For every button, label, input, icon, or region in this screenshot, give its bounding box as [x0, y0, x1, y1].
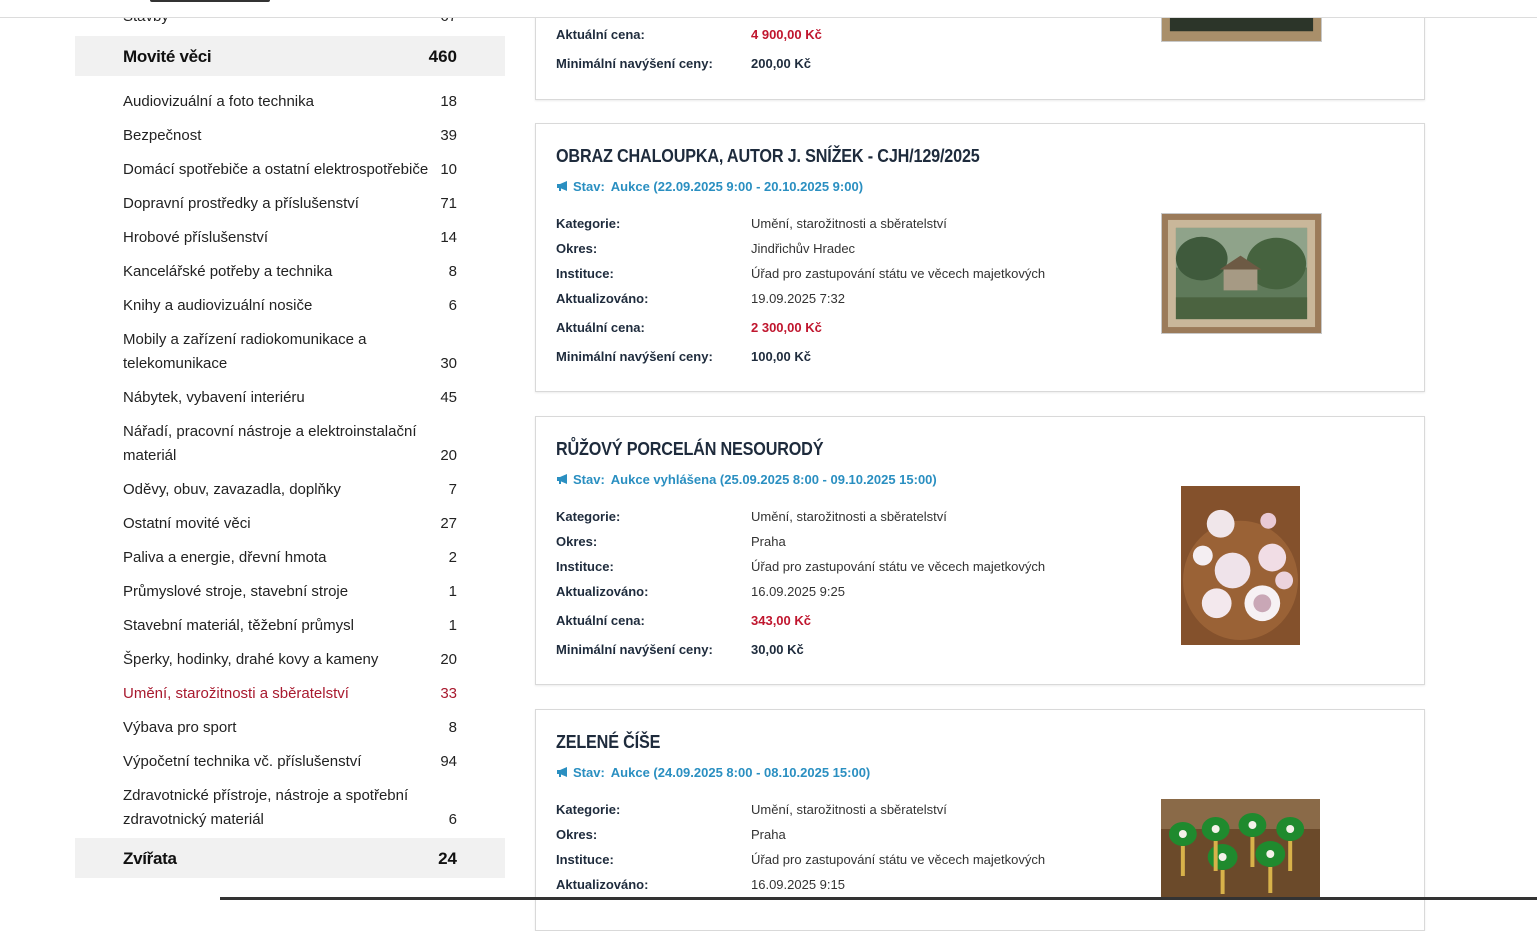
- sidebar-item-count: 18: [440, 93, 457, 110]
- sidebar-item-label: Domácí spotřebiče a ostatní elektrospotřebiče: [123, 161, 429, 178]
- top-header-strip: [0, 0, 1537, 18]
- institution-label: Instituce:: [556, 559, 614, 574]
- sidebar-item-naradi[interactable]: [75, 420, 505, 468]
- increment-label: Minimální navýšení ceny:: [556, 56, 713, 71]
- sidebar-item-count: 14: [440, 229, 457, 246]
- category-value: Umění, starožitnosti a sběratelství: [751, 216, 947, 231]
- status-label: Stav:: [573, 765, 605, 780]
- auction-status: [556, 472, 937, 487]
- sidebar-item-count: 1: [448, 617, 457, 634]
- sidebar-item-label: Paliva a energie, dřevní hmota: [123, 549, 327, 566]
- updated-label: Aktualizováno:: [556, 291, 649, 306]
- sidebar-item-label: Zdravotnické přístroje, nástroje a spotřební zdravotnický materiál: [123, 787, 409, 828]
- sidebar-item-label: Šperky, hodinky, drahé kovy a kameny: [123, 651, 379, 668]
- current-price: 2 300,00 Kč: [751, 320, 822, 335]
- sidebar-item-label: Knihy a audiovizuální nosiče: [123, 297, 313, 314]
- sidebar-section-movite-veci[interactable]: [75, 36, 505, 76]
- sidebar-item-label: Dopravní prostředky a příslušenství: [123, 195, 359, 212]
- sidebar-item-label: Hrobové příslušenství: [123, 229, 269, 246]
- sidebar-item-count: 27: [440, 515, 457, 532]
- sidebar-item-count: 7: [448, 481, 457, 498]
- category-label: Kategorie:: [556, 509, 621, 524]
- megaphone-icon: [556, 766, 570, 778]
- sidebar-item-count: 1: [448, 583, 457, 600]
- sidebar-item-count: 71: [440, 195, 457, 212]
- sidebar-item-label: Umění, starožitnosti a sběratelství: [123, 685, 349, 702]
- sidebar-item-count: 94: [440, 753, 457, 770]
- sidebar-item-count: 10: [440, 161, 457, 178]
- sidebar-item-count: 30: [440, 355, 457, 372]
- sidebar-section-zvirata[interactable]: [75, 838, 505, 878]
- district-label: Okres:: [556, 534, 598, 549]
- sidebar-item-label: Nářadí, pracovní nástroje a elektroinstalační materiál: [123, 423, 417, 464]
- institution-value: Úřad pro zastupování státu ve věcech majetkových: [751, 559, 1046, 574]
- sidebar-item-count: 8: [448, 719, 457, 736]
- sidebar-item-count: 33: [440, 685, 457, 702]
- sidebar-item-label: Stavební materiál, těžební průmysl: [123, 617, 354, 634]
- institution-value: Úřad pro zastupování státu ve věcech majetkových: [751, 852, 1046, 867]
- institution-label: Instituce:: [556, 266, 614, 281]
- category-label: Kategorie:: [556, 802, 621, 817]
- price-label: Aktuální cena:: [556, 320, 645, 335]
- institution-value: Úřad pro zastupování státu ve věcech majetkových: [751, 266, 1046, 281]
- district-value: Praha: [751, 827, 786, 842]
- sidebar-section-count: 24: [438, 849, 457, 868]
- sidebar-section-label: Zvířata: [123, 849, 177, 868]
- category-label: Kategorie:: [556, 216, 621, 231]
- auction-title[interactable]: RŮŽOVÝ PORCELÁN NESOURODÝ: [556, 439, 824, 459]
- sidebar-item-label: Mobily a zařízení radiokomunikace a telekomunikace: [123, 331, 367, 372]
- site-logo-fragment[interactable]: [150, 0, 270, 2]
- sidebar-item-label: Audiovizuální a foto technika: [123, 93, 314, 110]
- sidebar-item-label: Bezpečnost: [123, 127, 202, 144]
- current-price: 343,00 Kč: [751, 613, 811, 628]
- sidebar-item-zdravotnicke[interactable]: [75, 784, 505, 832]
- price-label: Aktuální cena:: [556, 27, 645, 42]
- auction-title[interactable]: OBRAZ CHALOUPKA, AUTOR J. SNÍŽEK - CJH/129/2025: [556, 146, 980, 166]
- status-value: Aukce (24.09.2025 8:00 - 08.10.2025 15:00): [610, 765, 871, 780]
- district-value: Praha: [751, 534, 786, 549]
- institution-label: Instituce:: [556, 852, 614, 867]
- sidebar-item-label: Ostatní movité věci: [123, 515, 251, 532]
- increment-label: Minimální navýšení ceny:: [556, 349, 713, 364]
- item-photo[interactable]: [1161, 213, 1322, 334]
- updated-value: 19.09.2025 7:32: [751, 291, 845, 306]
- updated-value: 16.09.2025 9:25: [751, 584, 845, 599]
- sidebar-item-label: Kancelářské potřeby a technika: [123, 263, 333, 280]
- sidebar-section-label: Movité věci: [123, 47, 212, 66]
- sidebar-item-label: Průmyslové stroje, stavební stroje: [123, 583, 349, 600]
- sidebar-item-label: Nábytek, vybavení interiéru: [123, 389, 305, 406]
- increment-label: Minimální navýšení ceny:: [556, 642, 713, 657]
- updated-label: Aktualizováno:: [556, 584, 649, 599]
- current-price: 4 900,00 Kč: [751, 27, 822, 42]
- sidebar-item-count: 20: [440, 447, 457, 464]
- auction-title[interactable]: ZELENÉ ČÍŠE: [556, 732, 661, 752]
- megaphone-icon: [556, 473, 570, 485]
- sidebar-item-label: Výbava pro sport: [123, 719, 237, 736]
- updated-value: 16.09.2025 9:15: [751, 877, 845, 892]
- min-increment: 200,00 Kč: [751, 56, 811, 71]
- status-label: Stav:: [573, 179, 605, 194]
- auction-status: [556, 179, 863, 194]
- category-sidebar: [75, 0, 505, 900]
- sidebar-item-count: 39: [440, 127, 457, 144]
- updated-label: Aktualizováno:: [556, 877, 649, 892]
- item-photo[interactable]: [1161, 799, 1320, 899]
- district-label: Okres:: [556, 827, 598, 842]
- auction-card: [535, 123, 1425, 392]
- sidebar-item-label: Výpočetní technika vč. příslušenství: [123, 753, 362, 770]
- sidebar-item-count: 45: [440, 389, 457, 406]
- sidebar-item-count: 6: [448, 811, 457, 828]
- sidebar-item-count: 6: [448, 297, 457, 314]
- status-value: Aukce (22.09.2025 9:00 - 20.10.2025 9:00): [610, 179, 864, 194]
- min-increment: 30,00 Kč: [751, 642, 804, 657]
- auction-card: [535, 416, 1425, 685]
- sidebar-item-mobily[interactable]: [75, 328, 505, 376]
- district-value: Jindřichův Hradec: [751, 241, 856, 256]
- sidebar-section-count: 460: [428, 47, 457, 66]
- min-increment: 100,00 Kč: [751, 349, 811, 364]
- category-value: Umění, starožitnosti a sběratelství: [751, 802, 947, 817]
- price-label: Aktuální cena:: [556, 613, 645, 628]
- sidebar-item-count: 2: [448, 549, 457, 566]
- status-label: Stav:: [573, 472, 605, 487]
- auction-status: [556, 765, 870, 780]
- sidebar-item-label: Oděvy, obuv, zavazadla, doplňky: [123, 481, 341, 498]
- category-value: Umění, starožitnosti a sběratelství: [751, 509, 947, 524]
- district-label: Okres:: [556, 241, 598, 256]
- sidebar-item-count: 20: [440, 651, 457, 668]
- sidebar-item-count: 8: [448, 263, 457, 280]
- status-value: Aukce vyhlášena (25.09.2025 8:00 - 09.10.2025 15:00): [610, 472, 937, 487]
- item-photo[interactable]: [1181, 486, 1300, 645]
- megaphone-icon: [556, 180, 570, 192]
